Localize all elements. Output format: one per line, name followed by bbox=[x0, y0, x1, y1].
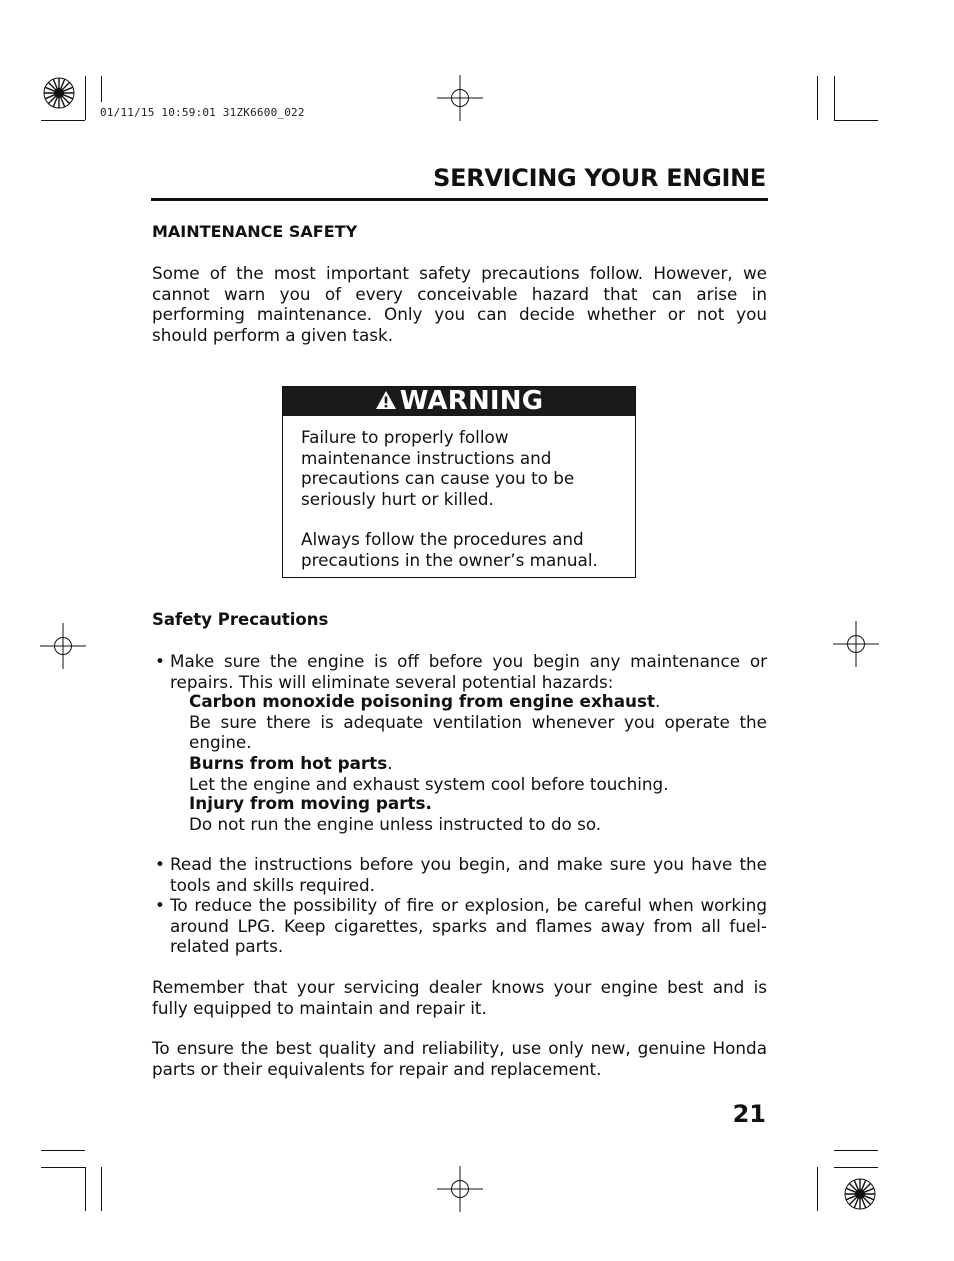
warning-text-2: Always follow the procedures and precautions in the owner’s manual. bbox=[301, 529, 598, 570]
hazard-text: Do not run the engine unless instructed to do so. bbox=[189, 813, 602, 834]
warning-triangle-icon bbox=[375, 390, 397, 410]
crosshair-mark-icon bbox=[40, 623, 86, 669]
bullet-fire-explosion bbox=[152, 895, 767, 957]
hazard-punct: . bbox=[655, 691, 661, 711]
bullet-dot: • bbox=[155, 895, 165, 915]
intro-paragraph: Some of the most important safety precautions follow. However, we cannot warn you of every conceivable hazard that can arise in performing maintenance. Only you can decide whether or not you should perform a given task. bbox=[152, 263, 767, 345]
section-title: SERVICING YOUR ENGINE bbox=[433, 164, 766, 192]
bullet-dot: • bbox=[155, 651, 165, 671]
bullet-text: Make sure the engine is off before you begin any maintenance or repairs. This will eliminate several potential hazards: bbox=[170, 651, 767, 692]
bullet-text: Read the instructions before you begin, and make sure you have the tools and skills required. bbox=[170, 854, 767, 895]
hazard-moving-parts bbox=[189, 793, 767, 834]
starburst-mark-icon bbox=[42, 76, 76, 110]
crosshair-mark-icon bbox=[833, 621, 879, 667]
bullet-engine-off bbox=[152, 651, 767, 692]
hazard-text: Be sure there is adequate ventilation whenever you operate the engine. bbox=[189, 711, 767, 752]
safety-precautions-heading: Safety Precautions bbox=[152, 610, 329, 629]
page-number: 21 bbox=[732, 1100, 766, 1128]
hazard-text: Let the engine and exhaust system cool before touching. bbox=[189, 773, 669, 794]
warning-box bbox=[282, 386, 636, 578]
hazard-carbon-monoxide bbox=[189, 691, 767, 753]
bullet-read-instructions bbox=[152, 854, 767, 895]
bullet-dot: • bbox=[155, 854, 165, 874]
starburst-mark-icon bbox=[843, 1177, 877, 1211]
crosshair-mark-icon bbox=[437, 1166, 483, 1212]
title-rule bbox=[151, 198, 768, 201]
warning-text-1: Failure to properly follow maintenance instructions and precautions can cause you to be seriously hurt or killed. bbox=[301, 427, 575, 509]
hazard-title: Burns from hot parts bbox=[189, 753, 388, 773]
closing-paragraph-parts: To ensure the best quality and reliability, use only new, genuine Honda parts or their equivalents for repair and replacement. bbox=[152, 1038, 767, 1079]
warning-label: WARNING bbox=[399, 386, 544, 416]
bullet-text: To reduce the possibility of fire or explosion, be careful when working around LPG. Keep cigarettes, sparks and flames away from all fuel-related parts. bbox=[170, 895, 767, 956]
hazard-punct: . bbox=[387, 753, 393, 773]
maintenance-safety-heading: MAINTENANCE SAFETY bbox=[152, 222, 358, 241]
hazard-hot-parts bbox=[189, 753, 767, 794]
print-stamp: 01/11/15 10:59:01 31ZK6600_022 bbox=[100, 106, 305, 119]
hazard-title: Injury from moving parts. bbox=[189, 793, 432, 813]
warning-header bbox=[283, 387, 635, 416]
closing-paragraph-dealer: Remember that your servicing dealer knows your engine best and is fully equipped to maintain and repair it. bbox=[152, 977, 767, 1018]
hazard-title: Carbon monoxide poisoning from engine exhaust bbox=[189, 691, 655, 711]
crosshair-mark-icon bbox=[437, 75, 483, 121]
